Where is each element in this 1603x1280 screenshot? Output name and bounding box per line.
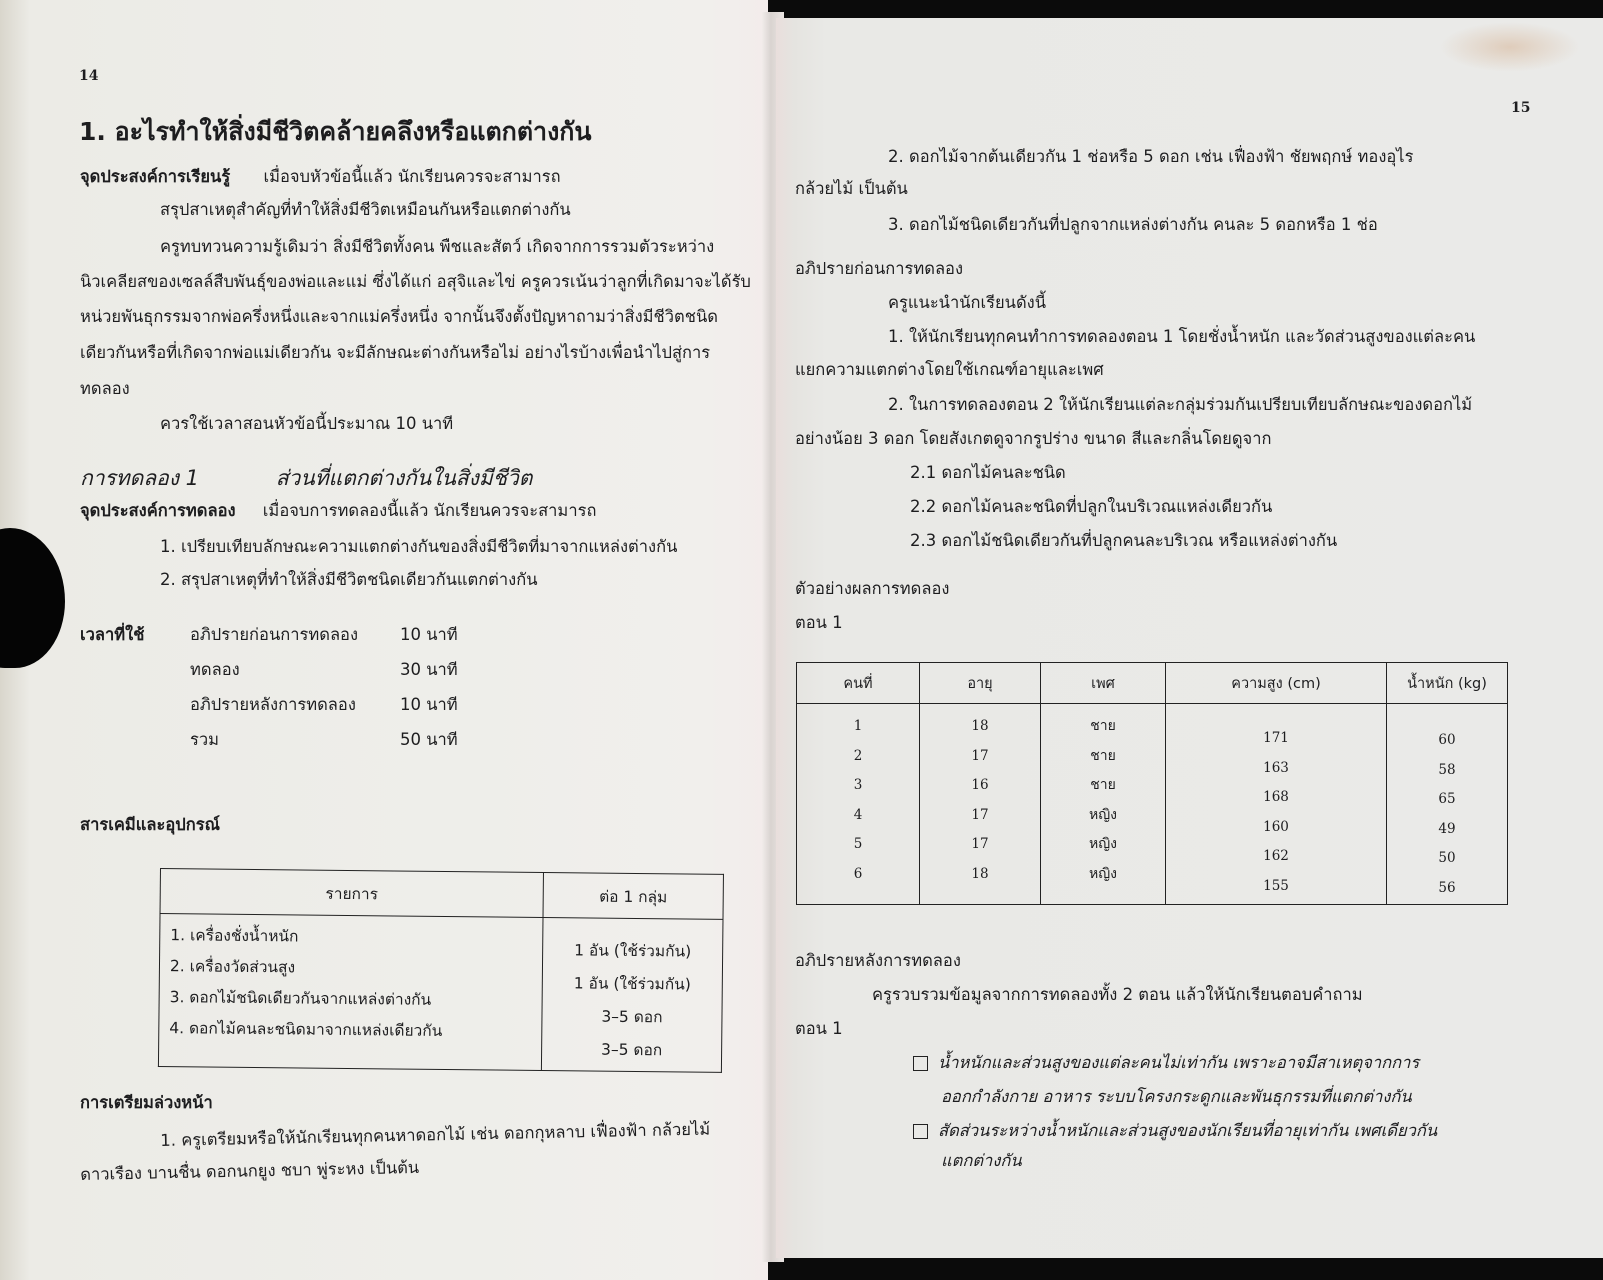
experiment-heading	[80, 462, 532, 495]
pre-discussion-heading: อภิปรายก่อนการทดลอง	[795, 259, 964, 278]
results-col-height: ความสูง (cm)	[1166, 663, 1387, 704]
experiment-objective-2: 2. สรุปสาเหตุที่ทำให้สิ่งมีชีวิตชนิดเดียวกันแตกต่างกัน	[160, 570, 538, 589]
pre-discussion-line-4: อย่างน้อย 3 ดอก โดยสังเกตดูจากรูปร่าง ขนาด สีและกลิ่นโดยดูจาก	[795, 429, 1272, 448]
cell-age: 18	[971, 865, 989, 882]
cell-weight: 58	[1438, 761, 1456, 778]
pre-discussion-line-3: 2. ในการทดลองตอน 2 ให้นักเรียนแต่ละกลุ่มร่วมกันเปรียบเทียบลักษณะของดอกไม้	[888, 395, 1473, 414]
post-discussion-intro: ครูรวบรวมข้อมูลจากการทดลองทั้ง 2 ตอน แล้วให้นักเรียนตอบคำถาม	[872, 985, 1363, 1004]
page-number-right: 15	[1511, 100, 1531, 116]
page-number-left: 14	[79, 68, 99, 84]
learning-objective-intro: เมื่อจบหัวข้อนี้แล้ว นักเรียนควรจะสามารถ	[263, 167, 561, 186]
checkbox-2[interactable]	[913, 1124, 928, 1139]
material-quantity: 3–5 ดอก	[601, 1007, 663, 1027]
pre-discussion-line-1: 1. ให้นักเรียนทุกคนทำการทดลองตอน 1 โดยชั่งน้ำหนัก และวัดส่วนสูงของแต่ละคน	[888, 327, 1476, 346]
time-row-4-activity: รวม	[190, 730, 220, 749]
answer-2-line-2: แตกต่างกัน	[941, 1151, 1022, 1170]
results-header-row	[797, 663, 1508, 704]
cell-height: 168	[1263, 789, 1289, 805]
cell-weight: 56	[1438, 879, 1456, 896]
intro-line-3: หน่วยพันธุกรรมจากพ่อครึ่งหนึ่งและจากแม่ครึ่งหนึ่ง จากนั้นจึงตั้งปัญหาถามว่าสิ่งมีชีวิตชนิด	[80, 307, 718, 326]
experiment-objective-1: 1. เปรียบเทียบลักษณะความแตกต่างกันของสิ่งมีชีวิตที่มาจากแหล่งต่างกัน	[160, 537, 678, 556]
material-quantity: 3–5 ดอก	[600, 1040, 663, 1060]
cell-weight: 60	[1438, 732, 1456, 748]
time-row-3-activity: อภิปรายหลังการทดลอง	[190, 695, 356, 714]
results-weight-column	[1387, 704, 1508, 905]
post-discussion-heading: อภิปรายหลังการทดลอง	[795, 951, 961, 970]
sample-results-part: ตอน 1	[795, 613, 843, 632]
cell-height: 155	[1263, 877, 1289, 894]
materials-col-item: รายการ	[160, 869, 543, 918]
pre-discussion-intro: ครูแนะนำนักเรียนดังนี้	[888, 293, 1046, 312]
sample-results-heading: ตัวอย่างผลการทดลอง	[795, 579, 950, 598]
preparation-heading: การเตรียมล่วงหน้า	[80, 1093, 213, 1112]
pre-discussion-line-2: แยกความแตกต่างโดยใช้เกณฑ์อายุและเพศ	[795, 360, 1104, 379]
cell-no: 2	[853, 747, 863, 764]
material-item: 4. ดอกไม้คนละชนิดมาจากแหล่งเดียวกัน	[169, 1019, 443, 1040]
cell-height: 163	[1263, 759, 1289, 776]
material-quantity: 1 อัน (ใช้ร่วมกัน)	[574, 941, 692, 961]
material-item: 3. ดอกไม้ชนิดเดียวกันจากแหล่งต่างกัน	[169, 988, 432, 1009]
pre-discussion-subitem-1: 2.1 ดอกไม้คนละชนิด	[910, 463, 1066, 482]
preparation-cont-1: 2. ดอกไม้จากต้นเดียวกัน 1 ช่อหรือ 5 ดอก เช่น เฟื่องฟ้า ชัยพฤกษ์ ทองอุไร	[888, 147, 1414, 166]
cell-height: 160	[1263, 818, 1289, 835]
chapter-title: 1. อะไรทำให้สิ่งมีชีวิตคล้ายคลึงหรือแตกต่างกัน	[79, 117, 592, 146]
cell-age: 17	[971, 806, 989, 823]
time-row-1-activity: อภิปรายก่อนการทดลอง	[190, 625, 359, 644]
post-discussion-part: ตอน 1	[795, 1019, 843, 1038]
results-age-column	[920, 704, 1041, 905]
cell-no: 1	[853, 718, 863, 734]
cell-weight: 50	[1438, 850, 1456, 866]
cell-no: 6	[853, 865, 863, 882]
checkbox-1[interactable]	[913, 1056, 928, 1071]
results-col-age: อายุ	[920, 663, 1041, 704]
intro-line-1: ครูทบทวนความรู้เดิมว่า สิ่งมีชีวิตทั้งคน พืชและสัตว์ เกิดจากการรวมตัวระหว่าง	[160, 237, 715, 256]
time-note: ควรใช้เวลาสอนหัวข้อนี้ประมาณ 10 นาที	[160, 414, 454, 433]
time-row-1-minutes: 10 นาที	[400, 625, 458, 644]
results-no-column	[797, 704, 920, 905]
preparation-cont-2: กล้วยไม้ เป็นต้น	[795, 179, 908, 198]
cell-sex: หญิง	[1089, 836, 1117, 852]
materials-table	[158, 868, 724, 1073]
cell-age: 17	[971, 836, 989, 852]
results-col-sex: เพศ	[1041, 663, 1166, 704]
cell-sex: ชาย	[1090, 747, 1116, 764]
results-col-no: คนที่	[797, 663, 920, 704]
cell-weight: 65	[1438, 791, 1456, 807]
experiment-objective-label: จุดประสงค์การทดลอง	[80, 501, 236, 520]
cell-sex: ชาย	[1090, 718, 1116, 734]
material-item: 2. เครื่องวัดส่วนสูง	[169, 957, 296, 977]
cell-age: 18	[971, 718, 989, 734]
answer-option-2	[913, 1118, 1437, 1144]
answer-option-1	[913, 1050, 1419, 1076]
experiment-number: การทดลอง 1	[80, 466, 200, 490]
preparation-line-2: ดาวเรือง บานชื่น ดอกนกยูง ชบา พู่ระหง เป็นต้น	[80, 1157, 420, 1184]
pre-discussion-subitem-2: 2.2 ดอกไม้คนละชนิดที่ปลูกในบริเวณแหล่งเดียวกัน	[910, 497, 1273, 516]
cell-no: 3	[853, 777, 863, 793]
intro-line-4: เดียวกันหรือที่เกิดจากพ่อแม่เดียวกัน จะมีลักษณะต่างกันหรือไม่ อย่างไรบ้างเพื่อนำไปสู่การ	[80, 343, 711, 362]
time-row-4-minutes: 50 นาที	[400, 730, 458, 749]
learning-objective-label: จุดประสงค์การเรียนรู้	[80, 167, 231, 186]
experiment-title: ส่วนที่แตกต่างกันในสิ่งมีชีวิต	[275, 466, 533, 490]
material-quantity: 1 อัน (ใช้ร่วมกัน)	[573, 974, 691, 994]
experiment-objective	[80, 498, 596, 524]
preparation-line-1: 1. ครูเตรียมหรือให้นักเรียนทุกคนหาดอกไม้ เช่น ดอกกุหลาบ เฟื่องฟ้า กล้วยไม้	[160, 1119, 711, 1150]
learning-objective	[80, 164, 561, 190]
answer-1-line-2: ออกกำลังกาย อาหาร ระบบโครงกระดูกและพันธุกรรมที่แตกต่างกัน	[941, 1087, 1412, 1106]
intro-line-5: ทดลอง	[80, 379, 130, 398]
time-row-2-minutes: 30 นาที	[400, 660, 458, 679]
cell-no: 4	[853, 806, 863, 823]
preparation-cont-3: 3. ดอกไม้ชนิดเดียวกันที่ปลูกจากแหล่งต่างกัน คนละ 5 ดอกหรือ 1 ช่อ	[888, 215, 1378, 234]
time-row-3-minutes: 10 นาที	[400, 695, 458, 714]
answer-2-line-1: สัดส่วนระหว่างน้ำหนักและส่วนสูงของนักเรียนที่อายุเท่ากัน เพศเดียวกัน	[938, 1121, 1438, 1140]
time-used-label: เวลาที่ใช้	[80, 625, 145, 644]
materials-header-row	[160, 869, 723, 920]
cell-age: 17	[971, 747, 989, 764]
materials-heading: สารเคมีและอุปกรณ์	[80, 815, 220, 834]
results-sex-column	[1041, 704, 1166, 905]
material-item: 1. เครื่องชั่งน้ำหนัก	[170, 926, 299, 946]
materials-body-row	[158, 914, 723, 1073]
pre-discussion-subitem-3: 2.3 ดอกไม้ชนิดเดียวกันที่ปลูกคนละบริเวณ หรือแหล่งต่างกัน	[910, 531, 1338, 550]
results-height-column	[1166, 704, 1387, 905]
cell-sex: ชาย	[1090, 777, 1116, 793]
cell-weight: 49	[1438, 820, 1456, 837]
cell-height: 162	[1263, 848, 1289, 864]
learning-objective-item: สรุปสาเหตุสำคัญที่ทำให้สิ่งมีชีวิตเหมือนกันหรือแตกต่างกัน	[160, 200, 571, 219]
cell-sex: หญิง	[1089, 806, 1117, 823]
materials-col-quantity: ต่อ 1 กลุ่ม	[543, 873, 723, 920]
answer-1-line-1: น้ำหนักและส่วนสูงของแต่ละคนไม่เท่ากัน เพราะอาจมีสาเหตุจากการ	[938, 1053, 1420, 1072]
time-row-2-activity: ทดลอง	[190, 660, 240, 679]
results-table	[796, 662, 1508, 905]
paper-stain	[1440, 22, 1580, 72]
cell-age: 16	[971, 777, 989, 793]
results-body-row	[797, 704, 1508, 905]
cell-sex: หญิง	[1089, 865, 1117, 882]
cell-no: 5	[853, 836, 863, 852]
experiment-objective-intro: เมื่อจบการทดลองนี้แล้ว นักเรียนควรจะสามารถ	[262, 501, 597, 520]
cell-height: 171	[1263, 730, 1289, 746]
intro-line-2: นิวเคลียสของเซลล์สืบพันธุ์ของพ่อและแม่ ซึ่งได้แก่ อสุจิและไข่ ครูควรเน้นว่าลูกที่เกิดมาจะได้รับ	[80, 272, 751, 291]
results-col-weight: น้ำหนัก (kg)	[1387, 663, 1508, 704]
